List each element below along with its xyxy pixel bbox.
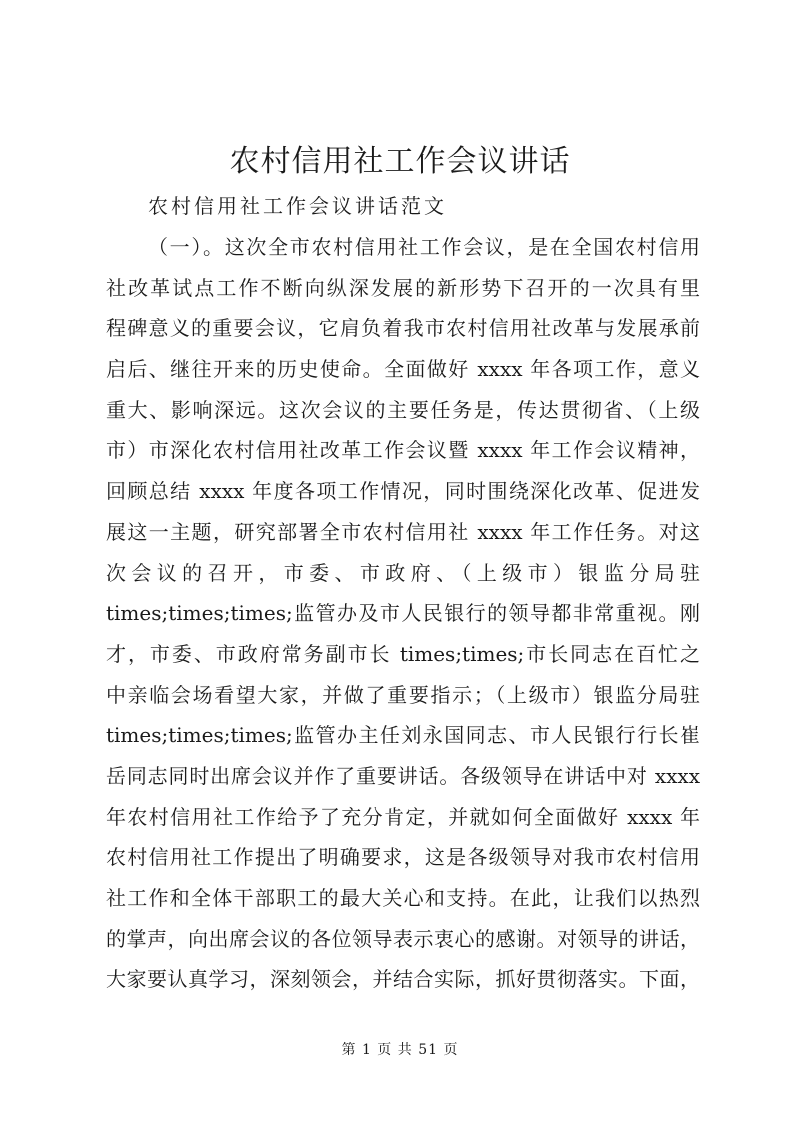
body-line: 回顾总结 xxxx 年度各项工作情况，同时围绕深化改革、促进发 xyxy=(106,479,700,504)
body-line: 的掌声，向出席会议的各位领导表示衷心的感谢。对领导的讲话， xyxy=(106,926,700,951)
body-text xyxy=(106,227,700,1000)
body-line: 重大、影响深远。这次会议的主要任务是，传达贯彻省、（上级 xyxy=(106,397,700,422)
body-line: 年农村信用社工作给予了充分肯定，并就如何全面做好 xxxx 年 xyxy=(106,804,700,829)
body-line: 中亲临会场看望大家，并做了重要指示；（上级市）银监分局驻 xyxy=(106,682,700,707)
body-line: 展这一主题，研究部署全市农村信用社 xxxx 年工作任务。对这 xyxy=(106,519,700,544)
body-line: 岳同志同时出席会议并作了重要讲话。各级领导在讲话中对 xxxx xyxy=(106,763,700,788)
body-line: 启后、继往开来的历史使命。全面做好 xxxx 年各项工作，意义 xyxy=(106,357,700,382)
page-number-footer: 第 1 页 共 51 页 xyxy=(341,1042,459,1058)
body-line: times;times;times;监管办及市人民银行的领导都非常重视。刚 xyxy=(106,601,700,626)
body-line: 社改革试点工作不断向纵深发展的新形势下召开的一次具有里 xyxy=(106,275,700,300)
body-line: 大家要认真学习，深刻领会，并结合实际，抓好贯彻落实。下面， xyxy=(106,967,700,992)
body-line: 市）市深化农村信用社改革工作会议暨 xxxx 年工作会议精神， xyxy=(106,438,700,463)
body-line: （一）。这次全市农村信用社工作会议，是在全国农村信用 xyxy=(148,235,700,259)
body-line: 程碑意义的重要会议，它肩负着我市农村信用社改革与发展承前 xyxy=(106,316,700,341)
body-line: times;times;times;监管办主任刘永国同志、市人民银行行长崔 xyxy=(106,723,700,748)
body-line: 农村信用社工作提出了明确要求，这是各级领导对我市农村信用 xyxy=(106,845,700,870)
body-line: 次会议的召开，市委、市政府、（上级市）银监分局驻 xyxy=(106,560,700,585)
document-subtitle: 农村信用社工作会议讲话范文 xyxy=(148,194,447,218)
body-line: 才，市委、市政府常务副市长 times;times;市长同志在百忙之 xyxy=(106,641,700,666)
body-line: 社工作和全体干部职工的最大关心和支持。在此，让我们以热烈 xyxy=(106,886,700,910)
document-title: 农村信用社工作会议讲话 xyxy=(229,144,571,179)
